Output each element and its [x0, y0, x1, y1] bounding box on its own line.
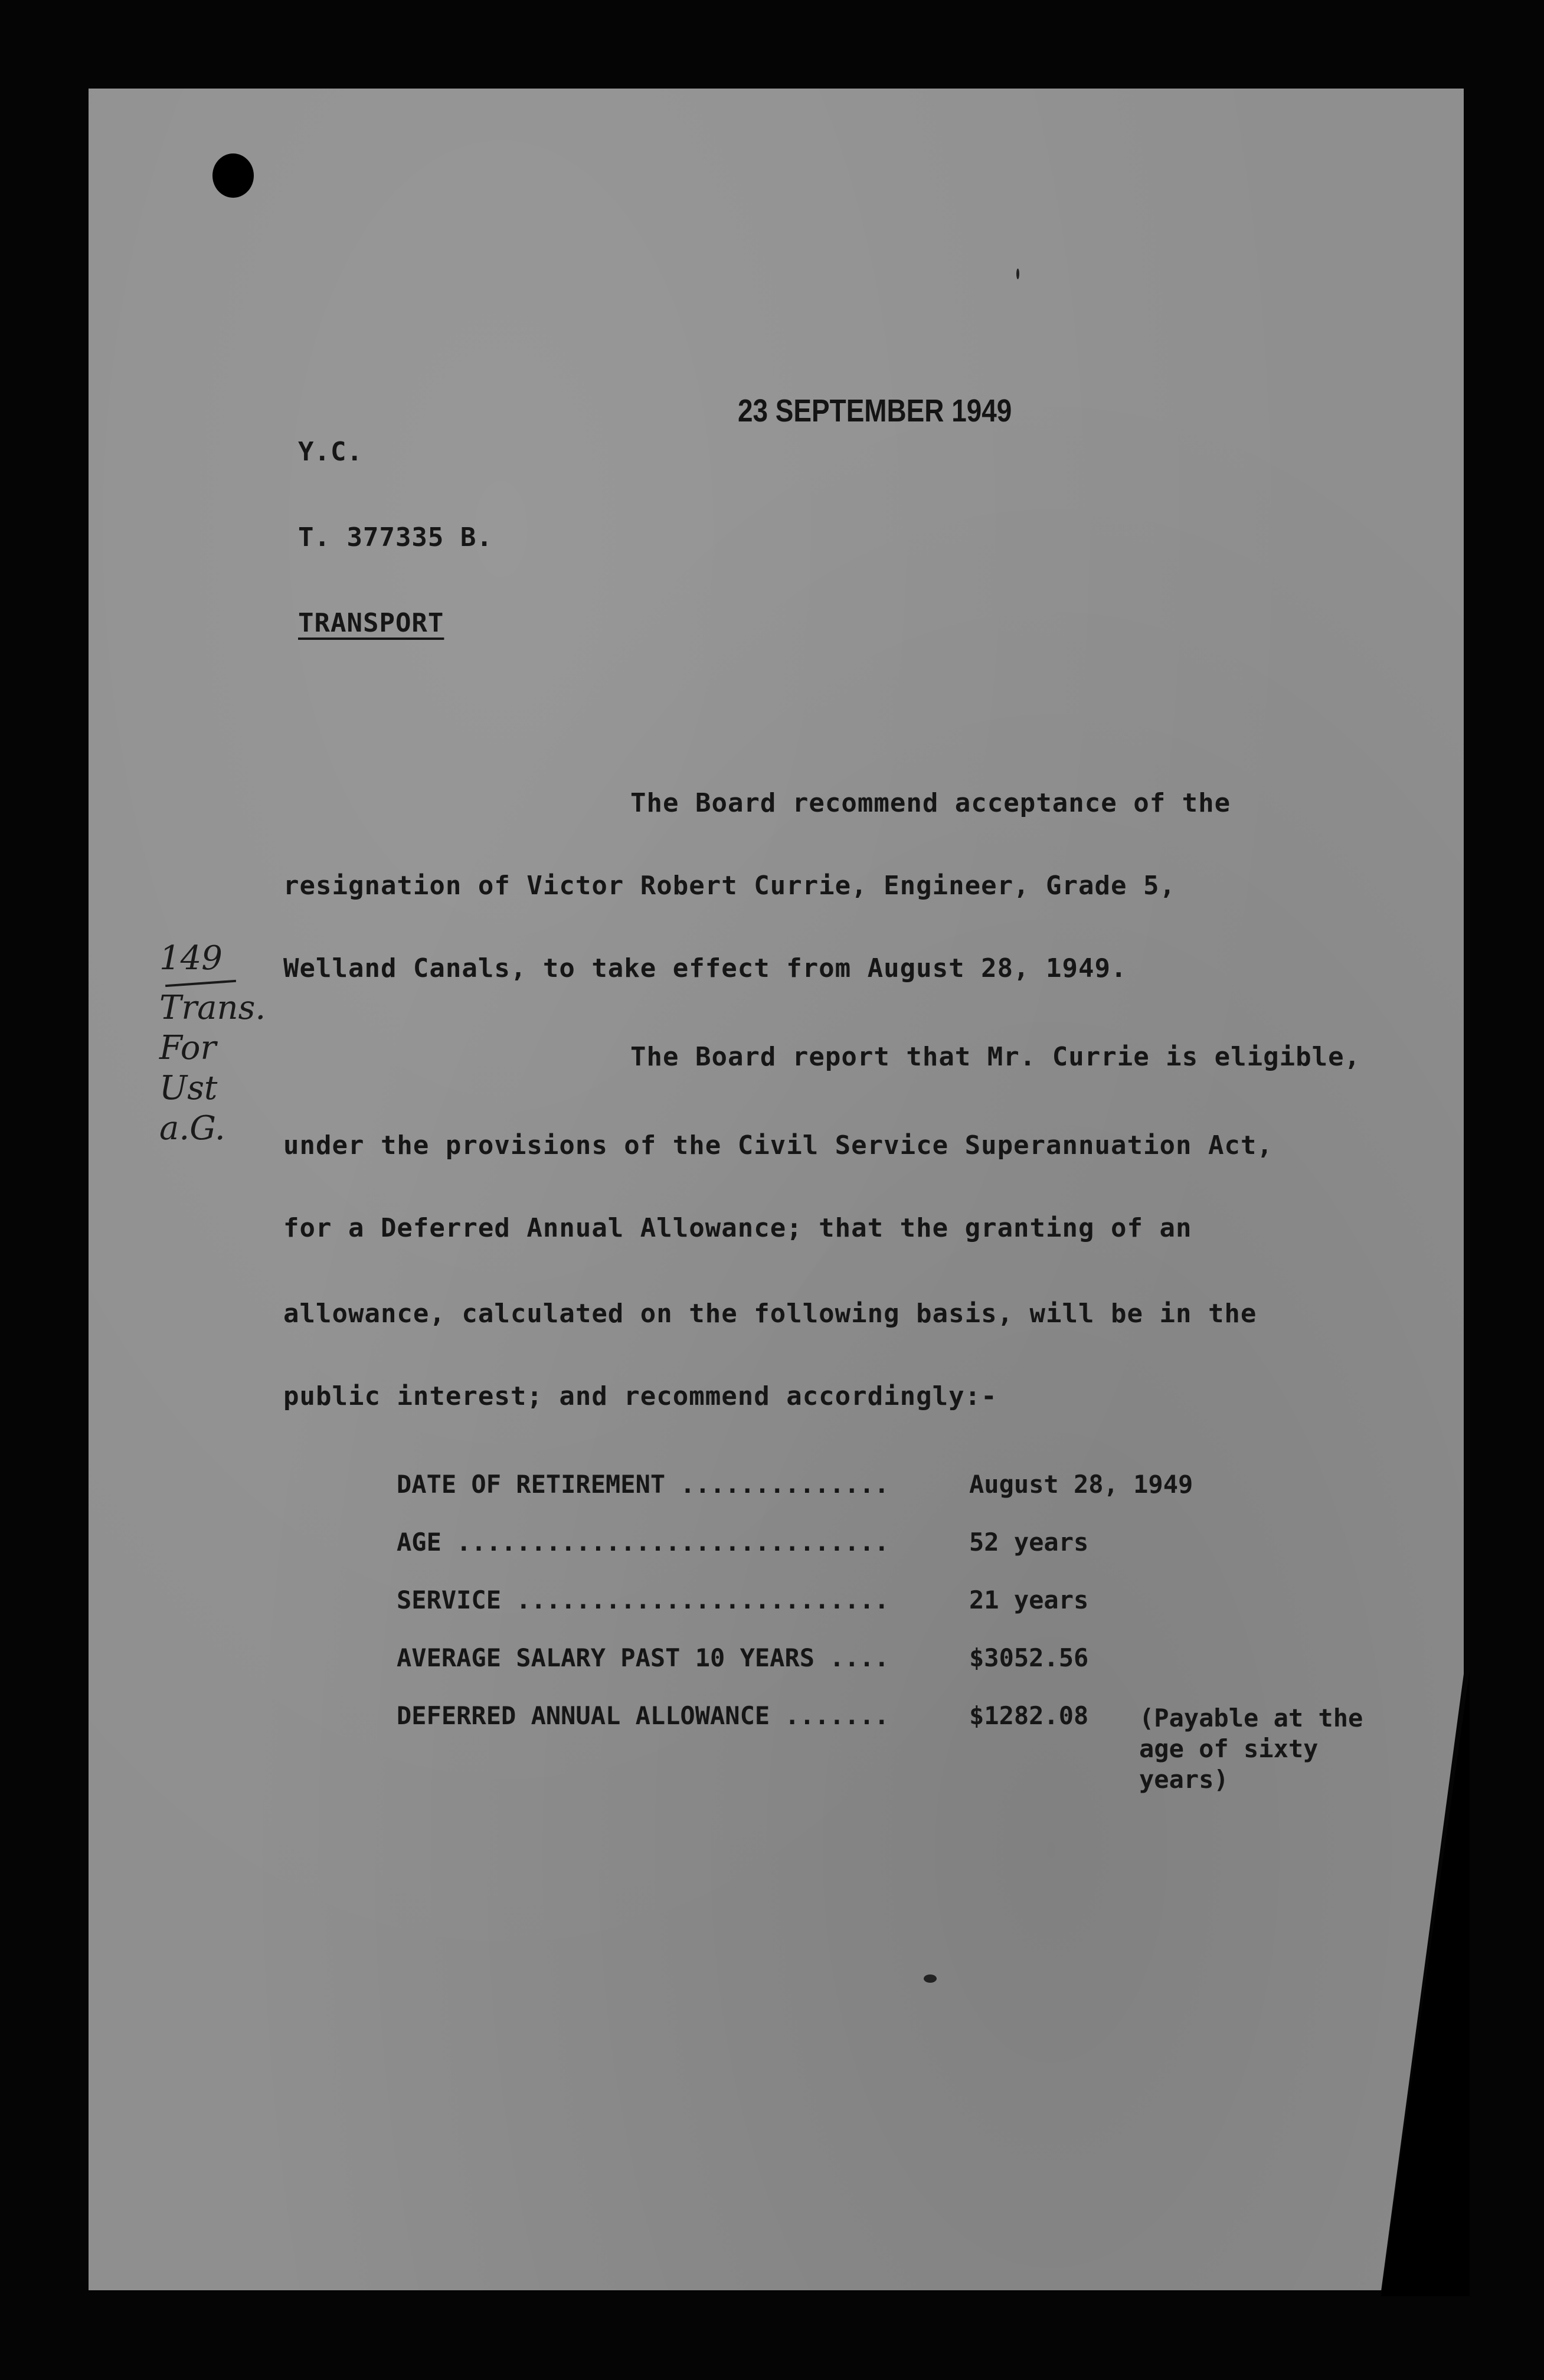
date-stamp: 23 SEPTEMBER 1949: [738, 393, 1012, 429]
detail-value: August 28, 1949: [969, 1470, 1193, 1499]
paragraph-2-line-1: The Board report that Mr. Currie is eligible,: [630, 1042, 1361, 1072]
detail-label: DATE OF RETIREMENT ..............: [397, 1470, 889, 1499]
note-line: (Payable at the: [1139, 1704, 1363, 1732]
paragraph-2-line-5: public interest; and recommend accordingly:-: [283, 1381, 997, 1411]
detail-label: AVERAGE SALARY PAST 10 YEARS ....: [397, 1643, 889, 1672]
detail-value: $1282.08: [969, 1701, 1089, 1730]
ink-speck: [1016, 269, 1019, 279]
handwritten-rule: [165, 980, 236, 987]
detail-value: 52 years: [969, 1528, 1089, 1557]
detail-label: SERVICE .........................: [397, 1585, 889, 1614]
handwritten-text: Ust: [159, 1069, 218, 1107]
payable-note: [1139, 1703, 1363, 1795]
paragraph-1-line-1: The Board recommend acceptance of the: [630, 788, 1231, 818]
paragraph-1-line-2: resignation of Victor Robert Currie, Engineer, Grade 5,: [283, 871, 1176, 901]
reference-number: T. 377335 B.: [298, 522, 493, 552]
detail-value: 21 years: [969, 1585, 1089, 1614]
ink-speck: [924, 1974, 937, 1983]
handwritten-text: Trans.: [159, 989, 266, 1027]
note-line: years): [1139, 1765, 1229, 1794]
handwritten-margin-note: [159, 939, 289, 1186]
detail-label: DEFERRED ANNUAL ALLOWANCE .......: [397, 1701, 889, 1730]
detail-value: $3052.56: [969, 1643, 1089, 1672]
paragraph-1-line-3: Welland Canals, to take effect from August 28, 1949.: [283, 953, 1127, 983]
punch-hole: [212, 153, 254, 198]
handwritten-text: a.G.: [159, 1109, 225, 1148]
initials: Y.C.: [298, 437, 363, 467]
handwritten-number: 149: [159, 939, 223, 978]
paragraph-2-line-4: allowance, calculated on the following basis, will be in the: [283, 1299, 1257, 1329]
paragraph-2-line-2: under the provisions of the Civil Service Superannuation Act,: [283, 1130, 1273, 1160]
paragraph-2-line-3: for a Deferred Annual Allowance; that the granting of an: [283, 1213, 1192, 1243]
detail-label: AGE .............................: [397, 1528, 889, 1557]
note-line: age of sixty: [1139, 1734, 1319, 1763]
handwritten-text: For: [159, 1029, 217, 1067]
department-heading: TRANSPORT: [298, 608, 444, 638]
